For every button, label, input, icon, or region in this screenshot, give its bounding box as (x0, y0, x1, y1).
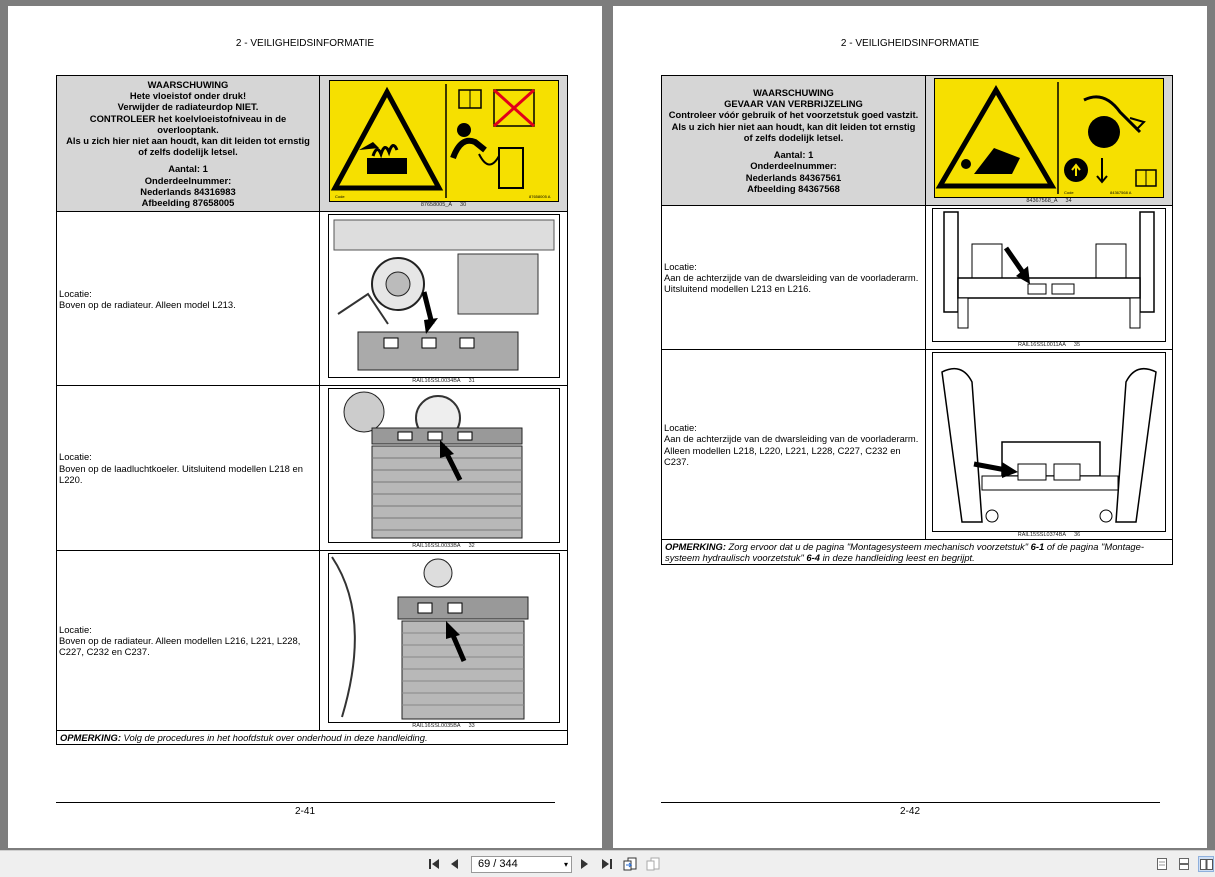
crush-hazard-decal-image (934, 78, 1164, 198)
location-row (57, 212, 568, 386)
previous-page-icon[interactable] (449, 856, 461, 872)
footer-rule (56, 802, 555, 803)
note-label: OPMERKING: (665, 541, 726, 552)
warning-row (57, 76, 568, 212)
note-row (57, 731, 568, 745)
location-text-cell (57, 551, 320, 731)
figure-number: 31 (468, 378, 475, 385)
note-text: Zorg ervoor dat u de pagina "Montagesysteem mechanisch voorzetstuk" (725, 541, 1031, 552)
running-header: 2 - VEILIGHEIDSINFORMATIE (840, 38, 980, 49)
page-right (613, 6, 1207, 848)
loader-arm-crossbar-photo (932, 352, 1166, 532)
decal-caption (322, 202, 565, 209)
figure-number: 32 (468, 543, 475, 550)
image-caption (928, 532, 1170, 539)
note-row (662, 540, 1173, 565)
location-row (57, 551, 568, 731)
decal-caption (928, 198, 1170, 205)
location-label: Locatie: (664, 260, 697, 272)
page-number-select[interactable] (471, 856, 572, 873)
decal-cell (926, 76, 1173, 206)
next-page-icon[interactable] (578, 856, 590, 872)
radiator-photo (328, 553, 560, 723)
part-number-label: Onderdeelnummer: (144, 174, 232, 186)
running-header: 2 - VEILIGHEIDSINFORMATIE (235, 38, 375, 49)
page-left (8, 6, 602, 848)
warning-line: Hete vloeistof onder druk! (129, 90, 247, 102)
decal-code: 87658005_A (420, 202, 453, 209)
part-number-label: Onderdeelnummer: (750, 160, 837, 172)
location-description: Aan de achterzijde van de dwarsleiding van de voorladerarm. Uitsluitend modellen L213 en L216. (664, 271, 919, 295)
warning-text-cell (57, 76, 320, 212)
image-code: RAIL16SSL0011AA (1017, 342, 1066, 348)
location-description: Aan de achterzijde van de dwarsleiding van de voorladerarm. Alleen modellen L218, L220, L221, L228, C227, C232 en C237. (664, 433, 919, 467)
loader-arm-crossbar-photo (932, 208, 1166, 342)
warning-title: WAARSCHUWING (753, 87, 834, 99)
page-reference: 6-4 (806, 552, 820, 564)
warning-line: Als u zich hier niet aan houdt, kan dit leiden tot ernstig of zelfs dodelijk letsel. (66, 135, 310, 158)
part-number-figure: Afbeelding 84367568 (747, 182, 840, 194)
page-reference: 6-1 (1030, 541, 1045, 552)
image-code: RAIL16SSL0033BA (412, 543, 461, 550)
warning-title: WAARSCHUWING (147, 79, 229, 90)
location-row (662, 206, 1173, 350)
previous-view-icon[interactable] (622, 856, 638, 872)
decal-small-left: Code (1064, 190, 1074, 195)
figure-number: 36 (1074, 532, 1081, 538)
quantity: Aantal: 1 (168, 163, 208, 175)
first-page-icon[interactable] (427, 856, 441, 872)
viewer-toolbar (0, 850, 1215, 877)
warning-line: Controleer vóór gebruik of het voorzetstuk goed vastzit. Als u zich hier niet aan houdt, kan dit leiden tot ernstig of zelfs dodelijk letsel. (668, 109, 919, 143)
location-description: Boven op de radiateur. Alleen model L213. (59, 298, 236, 310)
decal-table (56, 75, 568, 745)
decal-cell (320, 76, 568, 212)
warning-line: Verwijder de radiateurdop NIET. (117, 101, 259, 113)
page-indicator: 69 / 344 (478, 858, 518, 870)
radiator-top-photo (328, 214, 560, 378)
location-label: Locatie: (664, 422, 697, 434)
warning-row (662, 76, 1173, 206)
figure-number: 30 (460, 202, 467, 209)
part-number-nl: Nederlands 84367561 (745, 171, 842, 183)
location-label: Locatie: (59, 287, 92, 299)
decal-small-left: Code (334, 194, 345, 200)
note-text: of de pagina "Montage-systeem hydraulisch voorzetstuk" (665, 541, 1144, 564)
note-text: Volg de procedures in het hoofdstuk over onderhoud in deze handleiding. (120, 732, 428, 744)
image-caption (322, 723, 565, 730)
quantity: Aantal: 1 (773, 149, 814, 161)
next-view-icon[interactable] (645, 856, 661, 872)
image-caption (928, 342, 1170, 349)
note-label: OPMERKING: (60, 732, 121, 744)
location-label: Locatie: (59, 451, 92, 463)
location-label: Locatie: (59, 623, 92, 635)
location-description: Boven op de radiateur. Alleen modellen L216, L221, L228, C227, C232 en C237. (59, 635, 301, 658)
image-caption (322, 543, 565, 550)
page-number: 2-41 (294, 806, 315, 817)
decal-small-right: 87658005 A (528, 194, 550, 200)
figure-number: 35 (1073, 342, 1081, 348)
warning-line: GEVAAR VAN VERBRIJZELING (724, 98, 863, 110)
location-image-cell (926, 206, 1173, 350)
location-description: Boven op de laadluchtkoeler. Uitsluitend modellen L218 en L220. (59, 462, 303, 485)
location-text-cell (57, 386, 320, 551)
figure-number: 33 (468, 723, 475, 730)
location-text-cell (57, 212, 320, 386)
figure-number: 34 (1065, 198, 1072, 204)
part-number-figure: Afbeelding 87658005 (141, 197, 235, 209)
location-image-cell (926, 350, 1173, 540)
single-page-view-icon[interactable] (1155, 856, 1169, 872)
image-code: RAIL15SSL0374BA (1017, 532, 1067, 538)
hot-fluid-decal-image (329, 80, 559, 202)
charge-air-cooler-photo (328, 388, 560, 543)
continuous-view-icon[interactable] (1177, 856, 1191, 872)
note-cell (662, 540, 1173, 565)
image-caption (322, 378, 565, 385)
chevron-down-icon: ▾ (563, 860, 568, 869)
footer-rule (661, 802, 1160, 803)
location-text-cell (662, 350, 926, 540)
part-number-nl: Nederlands 84316983 (140, 185, 236, 197)
image-code: RAIL16SSL0035BA (412, 723, 461, 730)
location-image-cell (320, 386, 568, 551)
note-text: in deze handleiding leest en begrijpt. (819, 552, 975, 564)
location-image-cell (320, 551, 568, 731)
warning-line: CONTROLEER het koelvloeistofniveau in de overlooptank. (89, 112, 287, 135)
decal-small-right: 84367568 A (1110, 190, 1132, 195)
location-image-cell (320, 212, 568, 386)
warning-text-cell (662, 76, 926, 206)
page-number: 2-42 (899, 806, 920, 817)
note-cell (57, 731, 568, 745)
decal-code: 84367568_A (1026, 198, 1058, 204)
decal-table (661, 75, 1173, 565)
location-row (662, 350, 1173, 540)
two-page-view-icon[interactable] (1198, 856, 1214, 872)
image-code: RAIL16SSL0034BA (412, 378, 461, 385)
location-row (57, 386, 568, 551)
location-text-cell (662, 206, 926, 350)
last-page-icon[interactable] (600, 856, 614, 872)
